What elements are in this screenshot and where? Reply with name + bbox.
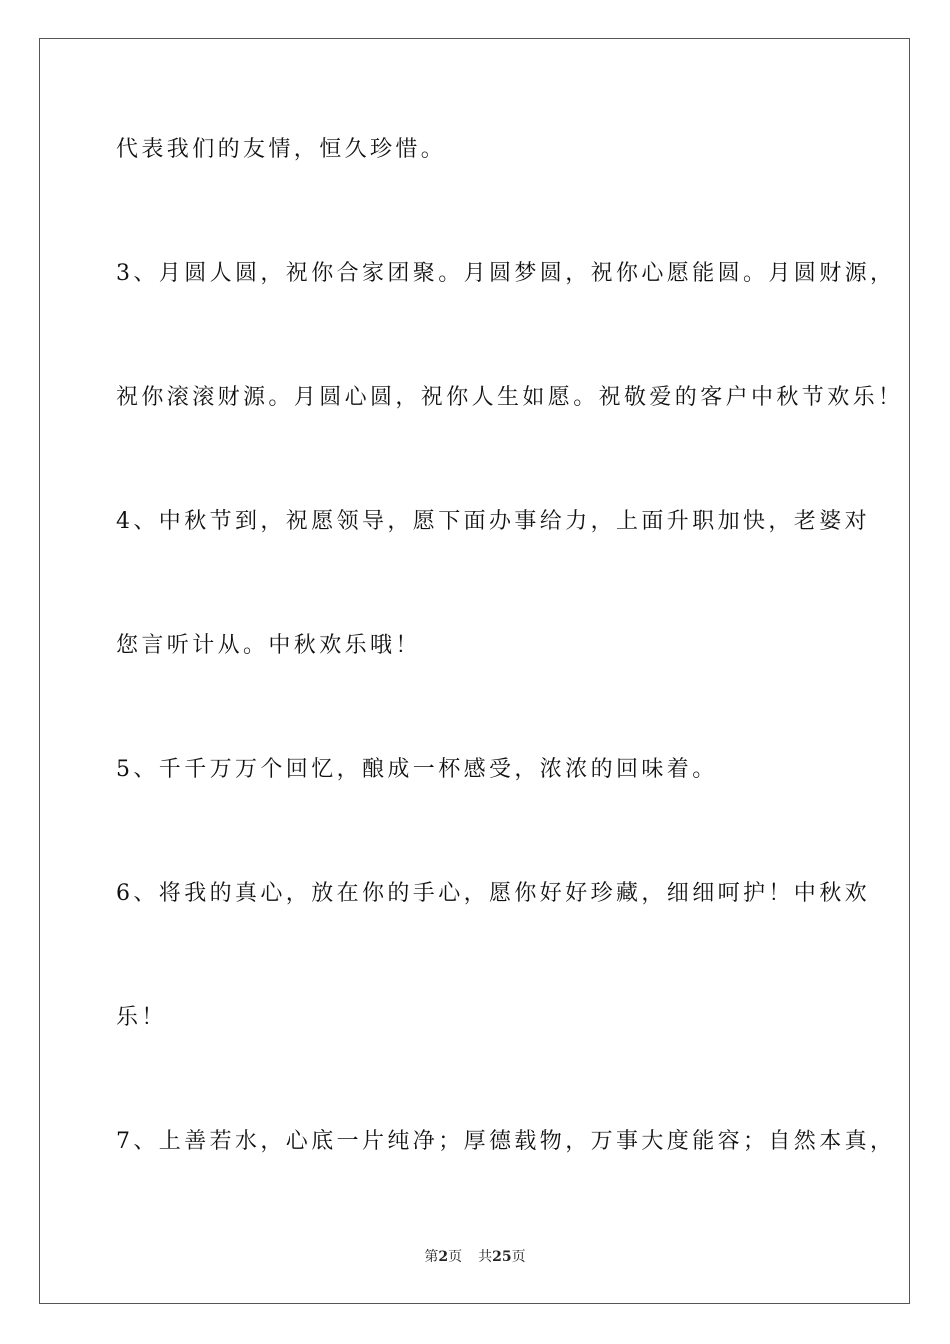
page-number: 2 [438,1249,449,1265]
text-line-8: 乐！ [116,1005,167,1030]
text-line-2: 3、月圆人圆，祝你合家团聚。月圆梦圆，祝你心愿能圆。月圆财源， [116,261,896,286]
page-suffix: 页 [448,1249,463,1265]
total-pages: 25 [492,1249,512,1265]
page-border [39,38,910,1304]
text-line-7: 6、将我的真心，放在你的手心，愿你好好珍藏，细细呵护！中秋欢 [116,881,870,906]
page-footer [0,1247,950,1267]
total-prefix: 共 [478,1249,493,1265]
page-prefix: 第 [424,1249,439,1265]
text-line-3: 祝你滚滚财源。月圆心圆，祝你人生如愿。祝敬爱的客户中秋节欢乐！ [116,385,904,410]
total-suffix: 页 [511,1249,526,1265]
text-line-6: 5、千千万万个回忆，酿成一杯感受，浓浓的回味着。 [116,757,718,782]
text-line-4: 4、中秋节到，祝愿领导，愿下面办事给力，上面升职加快，老婆对 [116,509,870,534]
text-line-1: 代表我们的友情，恒久珍惜。 [116,137,447,162]
text-line-5: 您言听计从。中秋欢乐哦！ [116,633,421,658]
text-line-9: 7、上善若水，心底一片纯净；厚德载物，万事大度能容；自然本真， [116,1129,896,1154]
